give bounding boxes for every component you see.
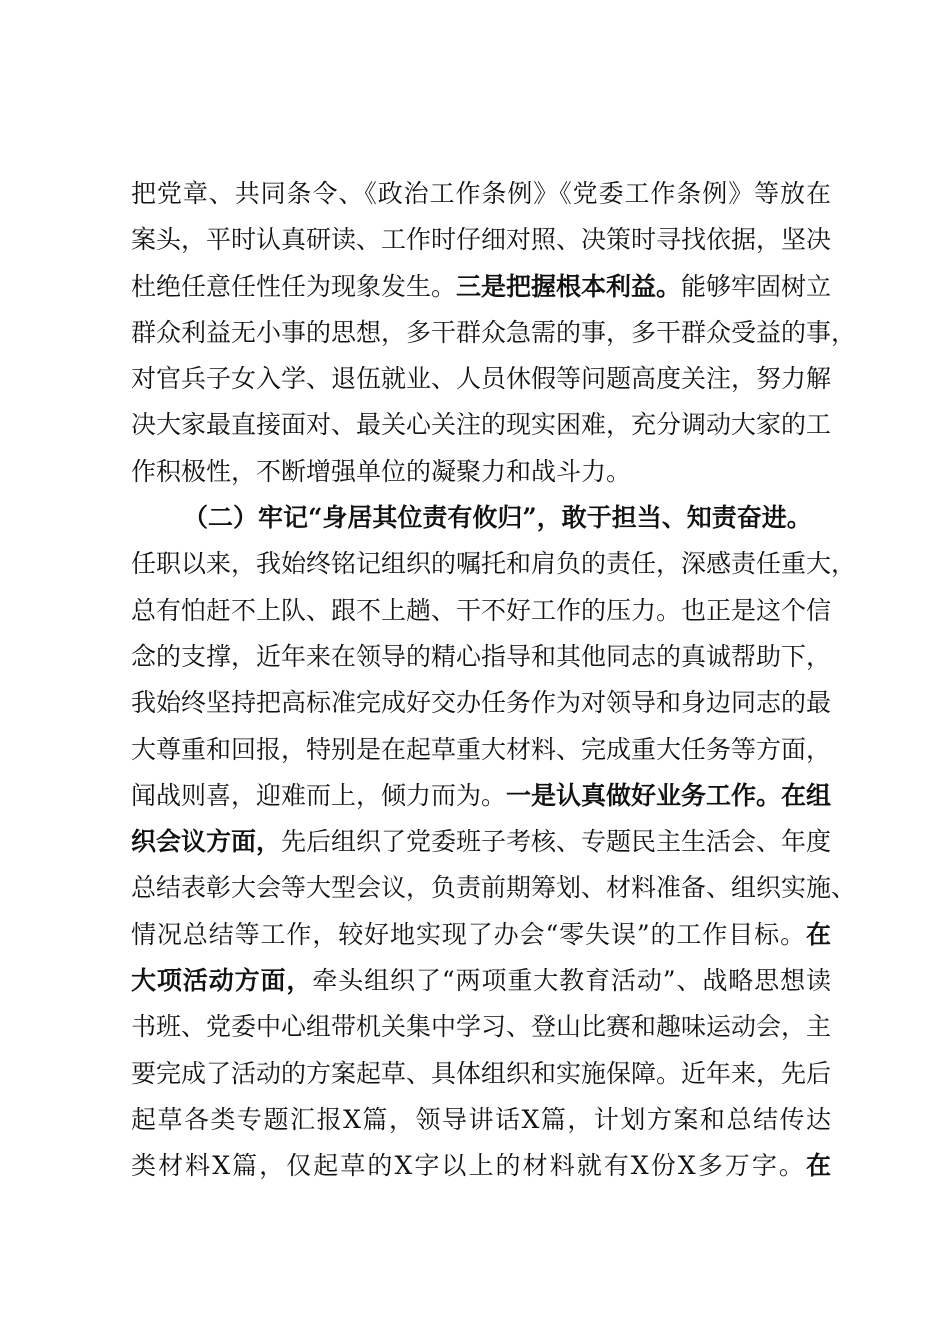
text-line (131, 1097, 831, 1143)
bold-text-segment: 在 (805, 1151, 831, 1181)
bold-text-segment: 在 (805, 919, 831, 949)
text-line (131, 356, 831, 402)
text-segment: 闻战则喜，迎难而上，倾力而为。 (131, 780, 507, 810)
text-segment: 要完成了活动的方案起草、具体组织和实施保障。近年来，先后 (131, 1058, 832, 1088)
text-line (131, 1143, 831, 1189)
text-segment: 总有怕赶不上队、跟不上趟、干不好工作的压力。也正是这个信 (131, 595, 832, 625)
text-segment: 书班、党委中心组带机关集中学习、登山比赛和趣味运动会，主 (131, 1012, 832, 1042)
bold-text-segment: 织会议方面， (131, 827, 282, 857)
text-segment: 杜绝任意任性任为现象发生。 (131, 271, 457, 301)
text-line (131, 680, 831, 726)
text-segment: 起草各类专题汇报X篇，领导讲话X篇，计划方案和总结传达 (131, 1104, 831, 1134)
text-segment: 念的支撑，近年来在领导的精心指导和其他同志的真诚帮助下， (131, 641, 832, 671)
text-line (131, 495, 831, 541)
text-line (131, 171, 831, 217)
text-line (131, 402, 831, 448)
text-line (131, 541, 857, 587)
text-line (131, 865, 857, 911)
text-segment: 作积极性，不断增强单位的凝聚力和战斗力。 (131, 456, 632, 486)
text-segment: 大尊重和回报，特别是在起草重大材料、完成重大任务等方面， (131, 734, 832, 764)
text-line (131, 310, 857, 356)
text-line (131, 727, 831, 773)
text-line (131, 634, 831, 680)
text-segment: 先后组织了党委班子考核、专题民主生活会、年度 (281, 827, 832, 857)
bold-text-segment: 三是把握根本利益。 (456, 271, 682, 301)
body-text (131, 171, 857, 1190)
text-line (131, 264, 831, 310)
text-line (131, 773, 831, 819)
text-segment: 对官兵子女入学、退伍就业、人员休假等问题高度关注，努力解 (131, 364, 832, 394)
text-line (131, 958, 831, 1004)
text-segment: 能够牢固树立 (681, 271, 832, 301)
text-segment: 把党章、共同条令、《政治工作条例》《党委工作条例》等放在 (131, 179, 831, 208)
text-line (131, 912, 831, 958)
text-line (131, 588, 831, 634)
text-segment: 决大家最直接面对、最关心关注的现实困难，充分调动大家的工 (131, 410, 832, 440)
text-line (131, 1051, 831, 1097)
bold-text-segment: 一是认真做好业务工作。在组 (506, 780, 832, 810)
text-segment: 情况总结等工作，较好地实现了办会“零失误”的工作目标。 (131, 919, 806, 949)
bold-text-segment: （二）牢记“身居其位责有攸归”，敢于担当、知责奋进。 (183, 503, 812, 533)
text-line (131, 217, 831, 263)
bold-text-segment: 大项活动方面， (131, 966, 313, 996)
text-segment: 我始终坚持把高标准完成好交办任务作为对领导和身边同志的最 (131, 688, 832, 718)
text-segment: 牵头组织了“两项重大教育活动”、战略思想读 (312, 966, 831, 996)
text-segment: 类材料X篇，仅起草的X字以上的材料就有X份X多万字。 (131, 1151, 806, 1181)
text-line (131, 449, 831, 495)
text-line (131, 819, 831, 865)
text-segment: 群众利益无小事的思想，多干群众急需的事，多干群众受益的事， (131, 317, 857, 347)
text-segment: 案头，平时认真研读、工作时仔细对照、决策时寻找依据，坚决 (131, 225, 832, 255)
text-segment: 总结表彰大会等大型会议，负责前期筹划、材料准备、组织实施、 (131, 873, 857, 903)
text-segment: 任职以来，我始终铭记组织的嘱托和肩负的责任，深感责任重大， (131, 549, 857, 579)
text-line (131, 1004, 831, 1050)
